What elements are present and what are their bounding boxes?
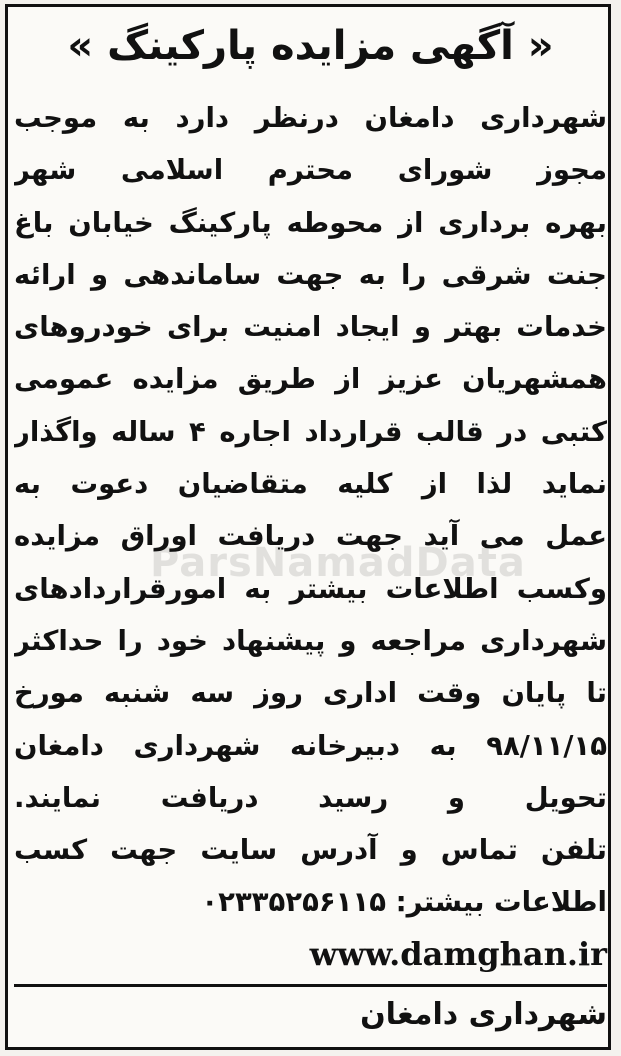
body-line: تلفن تماس و آدرس سایت جهت کسب [14, 834, 607, 867]
notice-title: « آگهی مزایده پارکینگ » [67, 23, 554, 69]
body-line: خدمات بهتر و ایجاد امنیت برای خودروهای [14, 311, 607, 344]
body-line: شهرداری مراجعه و پیشنهاد خود را حداکثر [14, 624, 607, 657]
body-line: تا پایان وقت اداری روز سه شنبه مورخ [14, 677, 607, 710]
body-line: مجوز شورای محترم اسلامی شهر [14, 154, 607, 187]
body-line: جنت شرقی را به جهت ساماندهی و ارائه [14, 258, 607, 291]
body-line: کتبی در قالب قرارداد اجاره ۴ ساله واگذار [14, 415, 607, 448]
body-line: همشهریان عزیز از طریق مزایده عمومی [14, 363, 607, 396]
website-link[interactable]: www.damghan.ir [309, 935, 607, 973]
body-line: عمل می آید جهت دریافت اوراق مزایده [14, 520, 607, 553]
body-line: وکسب اطلاعات بیشتر به امورقراردادهای [14, 572, 607, 605]
phone-label: اطلاعات بیشتر: [395, 886, 607, 919]
body-line: ۹۸/۱۱/۱۵ به دبیرخانه شهرداری دامغان [14, 729, 607, 762]
divider [14, 984, 607, 987]
notice-body [14, 92, 607, 929]
phone-line [14, 876, 607, 928]
body-line: شهرداری دامغان درنظر دارد به موجب [14, 102, 607, 134]
signature: شهرداری دامغان [360, 997, 607, 1032]
body-line: تحویل و رسید دریافت نمایند. [14, 781, 607, 814]
body-line: بهره برداری از محوطه پارکینگ خیابان باغ [14, 206, 607, 239]
phone-number[interactable]: ۰۲۳۳۵۲۵۶۱۱۵ [201, 886, 387, 919]
body-line: نماید لذا از کلیه متقاضیان دعوت به [14, 468, 607, 501]
